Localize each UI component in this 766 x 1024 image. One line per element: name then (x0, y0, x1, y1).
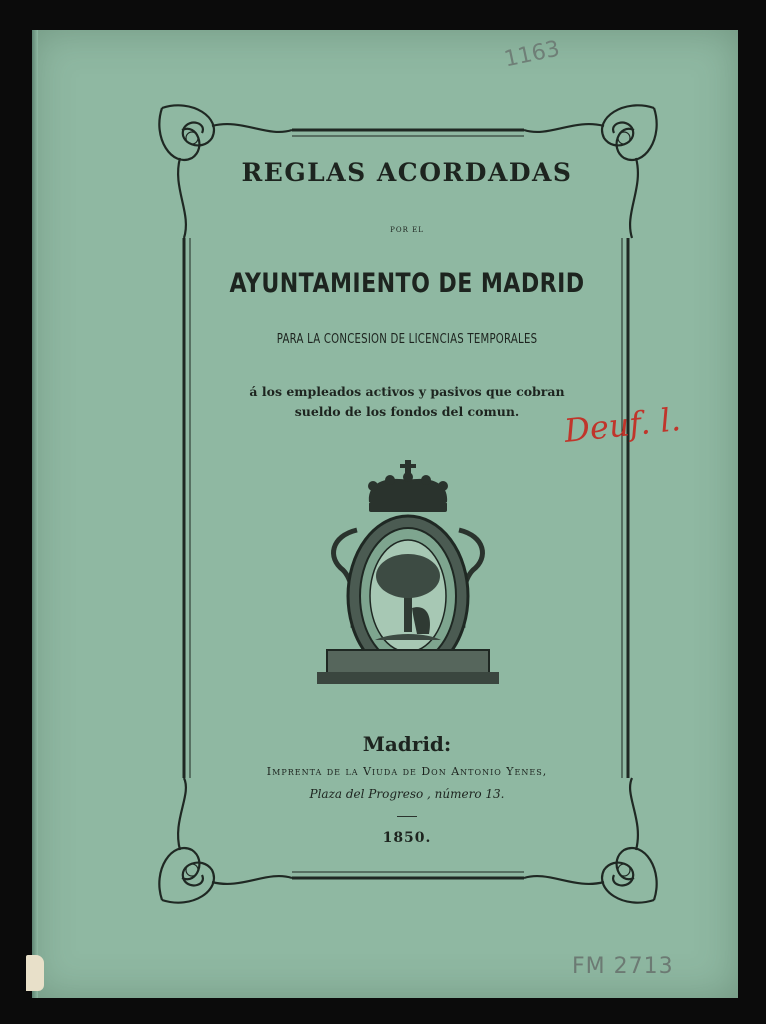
red-handwritten-note: Deuf. l. (562, 400, 683, 450)
publication-year: 1850. (382, 830, 432, 846)
imprint-place: Madrid: (362, 732, 452, 756)
cover-spine (32, 30, 38, 998)
by-line: POR EL (390, 226, 424, 234)
pencil-shelfmark-top: 1163 (502, 36, 562, 73)
subject-line: PARA LA CONCESION DE LICENCIAS TEMPORALES (276, 332, 538, 347)
madrid-coat-of-arms (317, 458, 499, 698)
description-line-2: sueldo de los fondos del comun. (294, 404, 520, 419)
printer-line-1: Imprenta de la Viuda de Don Antonio Yenes, (266, 765, 548, 778)
pamphlet-cover (32, 30, 738, 998)
cover-title: REGLAS ACORDADAS (241, 158, 573, 187)
pencil-shelfmark-bottom: FM 2713 (572, 954, 674, 979)
divider (397, 816, 417, 817)
description-line-1: á los empleados activos y pasivos que cobran (249, 384, 565, 399)
printer-line-2: Plaza del Progreso , número 13. (309, 787, 505, 801)
torn-corner (26, 955, 44, 991)
institution-name: AYUNTAMIENTO DE MADRID (229, 268, 585, 299)
